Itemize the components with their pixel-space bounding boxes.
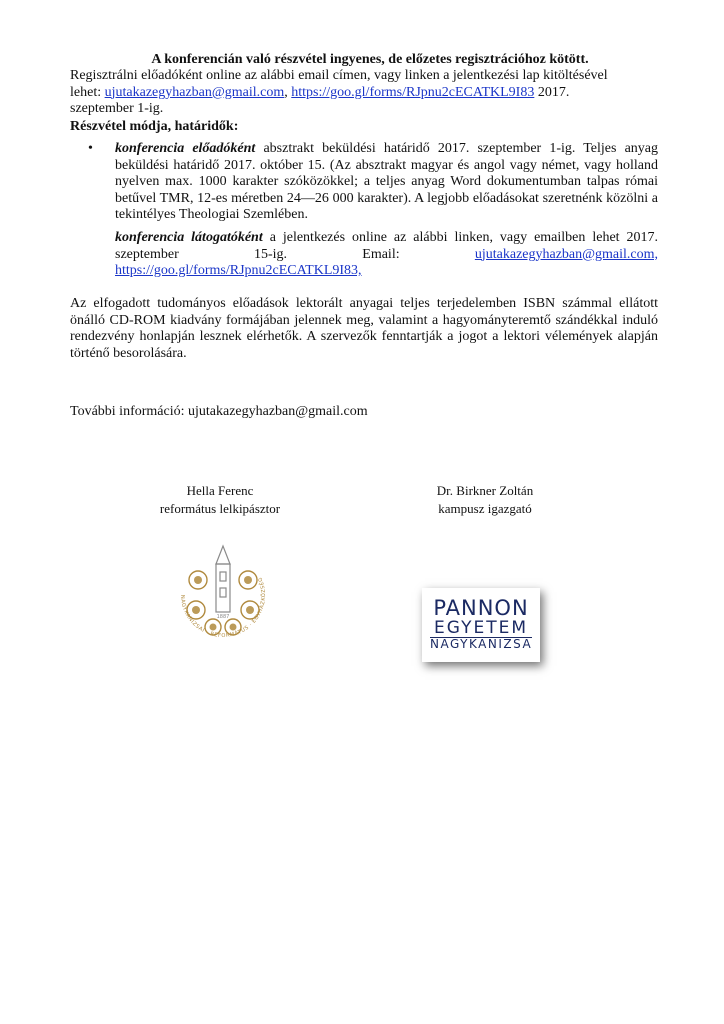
- deadlines-title: Részvétel módja, határidők:: [70, 119, 239, 134]
- pannon-logo-line: PANNON: [433, 596, 529, 620]
- signer-role: kampusz igazgató: [438, 501, 532, 516]
- registration-email-link[interactable]: ujutakazegyhazban@gmail.com: [104, 84, 285, 100]
- visitor-label: konferencia látogatóként: [115, 229, 263, 245]
- signer-name: Dr. Birkner Zoltán: [436, 483, 534, 498]
- separator: ,: [284, 84, 288, 100]
- seal-year: 1887: [216, 614, 230, 620]
- svg-text:NAGYKANIZSAI · REFORMÁTUS · EG: [179, 576, 267, 639]
- reformed-congregation-seal-logo: [168, 540, 278, 650]
- visitor-paragraph: [115, 230, 658, 280]
- list-item: [115, 141, 658, 280]
- registration-date-line: szeptember 1-ig.: [70, 101, 164, 117]
- publication-paragraph: Az elfogadott tudományos előadások lektorált anyagai teljes terjedelemben ISBN számmal ellátott önálló CD-ROM kiadvány formájában jelennek meg, valamint a hagyományteremtő szándékkal induló rendezvény honlapján lesznek elérhetők. A szervezők fenntartják a jogot a lektori vélemények alapján történő besorolására.: [70, 296, 658, 361]
- registration-line: Regisztrálni előadóként online az alábbi email címen, vagy linken a jelentkezési lap kitöltésével: [70, 68, 608, 83]
- signature-block-director: [410, 482, 560, 518]
- headline: A konferencián való részvétel ingyenes, de előzetes regisztrációhoz kötött.: [151, 52, 589, 67]
- registration-suffix: 2017.: [537, 84, 570, 100]
- registration-prefix: lehet:: [70, 84, 102, 100]
- signer-role: református lelkipásztor: [159, 501, 281, 516]
- registration-links-line: [70, 85, 658, 102]
- seal-ring-text: NAGYKANIZSAI · REFORMÁTUS · EGYHÁZKÖZSÉG: [178, 575, 268, 640]
- visitor-form-link[interactable]: https://goo.gl/forms/RJpnu2cECATKL9I83,: [115, 263, 362, 279]
- signer-name: Hella Ferenc: [186, 483, 254, 498]
- more-info: További információ: ujutakazegyhazban@gmail.com: [70, 404, 368, 419]
- presenter-paragraph: [115, 141, 658, 224]
- pannon-university-logo: [422, 588, 540, 662]
- visitor-text: a jelentkezés online az alábbi linken, vagy emailben lehet 2017. szeptember 15-ig. Email:: [115, 229, 658, 262]
- pannon-logo-line: NAGYKANIZSA: [430, 637, 533, 651]
- visitor-email-link[interactable]: ujutakazegyhazban@gmail.com,: [474, 246, 659, 262]
- signature-block-pastor: [150, 482, 290, 518]
- bullet-marker: •: [88, 141, 93, 156]
- pannon-logo-line: EGYETEM: [434, 618, 528, 638]
- presenter-label: konferencia előadóként: [115, 141, 256, 156]
- registration-form-link[interactable]: https://goo.gl/forms/RJpnu2cECATKL9I83: [291, 84, 535, 100]
- presenter-text: absztrakt beküldési határidő 2017. szeptember 1-ig. Teljes anyag beküldési határidő 2017. október 15. (Az absztrakt magyar és angol vagy német, vagy holland nyelven max. 1000 karakter szóközökkel; a teljes anyag Word dokumentumban talpas római betűvel TMR, 12-es méretben 24—26 000 karakter). A legjobb előadásokat szeretnénk közölni a tekintélyes Theologiai Szemlében.: [115, 141, 658, 223]
- deadlines-list: [88, 141, 658, 286]
- registration-paragraph: [70, 68, 658, 118]
